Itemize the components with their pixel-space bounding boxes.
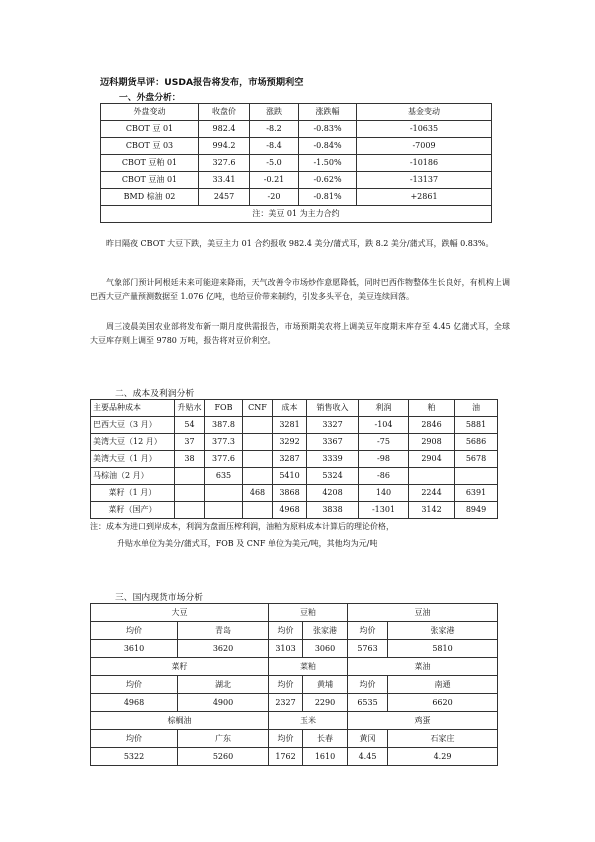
location-cell: 均价 — [348, 676, 388, 694]
table-cell: -0.84% — [299, 138, 357, 155]
table-cell: 33.41 — [199, 172, 250, 189]
table-row — [91, 434, 498, 451]
price-cell: 2290 — [303, 694, 348, 712]
table-cell: 5324 — [307, 468, 359, 485]
table-cell — [243, 468, 273, 485]
price-cell: 4.29 — [388, 748, 498, 766]
table-cell: 3327 — [307, 417, 359, 434]
table-cell: 377.6 — [205, 451, 243, 468]
table-cell: -75 — [359, 434, 409, 451]
table-cell: 2908 — [409, 434, 455, 451]
price-cell: 1762 — [269, 748, 303, 766]
location-cell: 黄冈 — [348, 730, 388, 748]
price-cell: 6620 — [388, 694, 498, 712]
product-name-cell: 玉米 — [269, 712, 348, 730]
location-cell: 广东 — [178, 730, 269, 748]
table-cell: -1301 — [359, 502, 409, 519]
cost-note-line-2: 升贴水单位为美分/蒲式耳，FOB 及 CNF 单位为美元/吨，其他均为元/吨 — [117, 539, 378, 548]
table-cell — [175, 485, 205, 502]
location-cell: 张家港 — [303, 622, 348, 640]
price-row — [91, 640, 498, 658]
table-row — [101, 189, 492, 206]
table-cell: 994.2 — [199, 138, 250, 155]
table-cell — [243, 451, 273, 468]
table-cell: 马棕油（2 月） — [91, 468, 175, 485]
table-cell: 3281 — [273, 417, 307, 434]
page-title: 迈科期货早评：USDA报告将发布，市场预期利空 — [100, 77, 304, 88]
product-name-row — [91, 712, 498, 730]
domestic-spot-table — [90, 603, 498, 766]
header-cell: 粕 — [409, 400, 455, 417]
header-cell: 升贴水 — [175, 400, 205, 417]
location-cell: 张家港 — [388, 622, 498, 640]
header-cell: CNF — [243, 400, 273, 417]
paragraph-2: 气象部门预计阿根廷未来可能迎来降雨，天气改善令市场炒作意愿降低，同时巴西作物整体生长良好，有机构上调巴西大豆产量预测数据至 1.076 亿吨，也给豆价带来制约，引发多头平仓，美豆连续回落。 — [90, 278, 510, 301]
table-cell: 982.4 — [199, 121, 250, 138]
table-row — [91, 485, 498, 502]
location-cell: 黄埔 — [303, 676, 348, 694]
table-cell — [205, 502, 243, 519]
table-cell: 4968 — [273, 502, 307, 519]
price-cell: 3610 — [91, 640, 178, 658]
table-row — [101, 121, 492, 138]
table-row — [91, 468, 498, 485]
table-cell: CBOT 豆 01 — [101, 121, 199, 138]
price-cell: 3103 — [269, 640, 303, 658]
header-cell: 基金变动 — [357, 104, 492, 121]
location-cell: 均价 — [269, 622, 303, 640]
table-cell — [409, 468, 455, 485]
location-row — [91, 622, 498, 640]
table-cell — [243, 417, 273, 434]
table-cell: -0.21 — [250, 172, 299, 189]
table-cell — [243, 434, 273, 451]
product-name-row — [91, 604, 498, 622]
product-name-cell: 菜油 — [348, 658, 498, 676]
header-cell: 涨跌幅 — [299, 104, 357, 121]
header-cell: 主要品种成本 — [91, 400, 175, 417]
price-row — [91, 748, 498, 766]
table-cell: 54 — [175, 417, 205, 434]
table-cell: 菜籽（国产） — [91, 502, 175, 519]
table-cell: 2904 — [409, 451, 455, 468]
price-cell: 4968 — [91, 694, 178, 712]
header-cell: FOB — [205, 400, 243, 417]
table-note-row — [101, 206, 492, 223]
table-header-row — [101, 104, 492, 121]
table-cell: CBOT 豆粕 01 — [101, 155, 199, 172]
cost-note-line-1: 注：成本为进口到岸成本，利润为盘面压榨利润，油粕为原料成本计算后的理论价格， — [90, 522, 394, 531]
price-row — [91, 694, 498, 712]
location-cell: 均价 — [91, 622, 178, 640]
section2-heading: 二、成本及利润分析 — [115, 389, 195, 399]
table-cell: 327.6 — [199, 155, 250, 172]
table-cell: 2244 — [409, 485, 455, 502]
table-cell: -86 — [359, 468, 409, 485]
table-cell: 5678 — [455, 451, 498, 468]
table-cell: -0.83% — [299, 121, 357, 138]
location-cell: 青岛 — [178, 622, 269, 640]
header-cell: 销售收入 — [307, 400, 359, 417]
location-cell: 石家庄 — [388, 730, 498, 748]
table-cell: 3287 — [273, 451, 307, 468]
price-cell: 5260 — [178, 748, 269, 766]
header-cell: 涨跌 — [250, 104, 299, 121]
table-row — [91, 502, 498, 519]
price-cell: 4900 — [178, 694, 269, 712]
table-cell: 468 — [243, 485, 273, 502]
location-row — [91, 730, 498, 748]
header-cell: 收盘价 — [199, 104, 250, 121]
price-cell: 3620 — [178, 640, 269, 658]
product-name-cell: 大豆 — [91, 604, 269, 622]
table-cell: -13137 — [357, 172, 492, 189]
price-cell: 4.45 — [348, 748, 388, 766]
table-cell: -104 — [359, 417, 409, 434]
location-cell: 均价 — [348, 622, 388, 640]
price-cell: 5322 — [91, 748, 178, 766]
paragraph-1: 昨日隔夜 CBOT 大豆下跌，美豆主力 01 合约报收 982.4 美分/蒲式耳，跌 8.2 美分/蒲式耳，跌幅 0.83%。 — [106, 239, 494, 248]
table-cell: 3868 — [273, 485, 307, 502]
product-name-cell: 豆油 — [348, 604, 498, 622]
product-name-cell: 鸡蛋 — [348, 712, 498, 730]
table-cell: CBOT 豆油 01 — [101, 172, 199, 189]
table-cell: -0.81% — [299, 189, 357, 206]
location-cell: 均价 — [269, 730, 303, 748]
table-cell: 3292 — [273, 434, 307, 451]
product-name-cell: 菜粕 — [269, 658, 348, 676]
table-cell — [205, 485, 243, 502]
table-cell: 3142 — [409, 502, 455, 519]
table-cell: 3838 — [307, 502, 359, 519]
product-name-cell: 棕榈油 — [91, 712, 269, 730]
location-cell: 均价 — [91, 730, 178, 748]
table-cell: -20 — [250, 189, 299, 206]
table-cell: 635 — [205, 468, 243, 485]
table-cell — [243, 502, 273, 519]
header-cell: 外盘变动 — [101, 104, 199, 121]
table-row — [101, 172, 492, 189]
table-cell: 140 — [359, 485, 409, 502]
table-cell: -0.62% — [299, 172, 357, 189]
table-cell — [175, 502, 205, 519]
price-cell: 5763 — [348, 640, 388, 658]
table-row — [91, 417, 498, 434]
table-cell: 巴西大豆（3 月） — [91, 417, 175, 434]
table-cell: 美湾大豆（12 月） — [91, 434, 175, 451]
table-cell: +2861 — [357, 189, 492, 206]
table-cell: 5881 — [455, 417, 498, 434]
location-cell: 南通 — [388, 676, 498, 694]
table-cell: 377.3 — [205, 434, 243, 451]
section3-heading: 三、国内现货市场分析 — [115, 593, 203, 603]
table-cell: BMD 棕油 02 — [101, 189, 199, 206]
table-header-row — [91, 400, 498, 417]
location-cell: 均价 — [91, 676, 178, 694]
header-cell: 油 — [455, 400, 498, 417]
table-row — [91, 451, 498, 468]
table-cell: 3367 — [307, 434, 359, 451]
header-cell: 成本 — [273, 400, 307, 417]
price-cell: 6535 — [348, 694, 388, 712]
table-cell: 美湾大豆（1 月） — [91, 451, 175, 468]
table-cell: 2846 — [409, 417, 455, 434]
table-cell: 8949 — [455, 502, 498, 519]
price-cell: 2327 — [269, 694, 303, 712]
table-cell: -10186 — [357, 155, 492, 172]
location-cell: 均价 — [269, 676, 303, 694]
foreign-market-table — [100, 103, 492, 223]
location-cell: 湖北 — [178, 676, 269, 694]
table-cell — [175, 468, 205, 485]
price-cell: 1610 — [303, 748, 348, 766]
table-cell: CBOT 豆 03 — [101, 138, 199, 155]
table-cell: -10635 — [357, 121, 492, 138]
price-cell: 3060 — [303, 640, 348, 658]
table-cell: 6391 — [455, 485, 498, 502]
table-note: 注：美豆 01 为主力合约 — [101, 206, 492, 223]
table-cell — [455, 468, 498, 485]
price-cell: 5810 — [388, 640, 498, 658]
table-cell: -1.50% — [299, 155, 357, 172]
table-cell: 3339 — [307, 451, 359, 468]
table-cell: -5.0 — [250, 155, 299, 172]
paragraph-3: 周三凌晨美国农业部将发布新一期月度供需报告，市场预期美农将上调美豆年度期末库存至 4.45 亿蒲式耳，全球大豆库存则上调至 9780 万吨，报告将对豆价利空。 — [90, 322, 510, 345]
table-row — [101, 155, 492, 172]
table-cell: -98 — [359, 451, 409, 468]
table-cell: 2457 — [199, 189, 250, 206]
table-cell: 37 — [175, 434, 205, 451]
section1-heading: 一、外盘分析： — [119, 93, 181, 103]
table-cell: 5410 — [273, 468, 307, 485]
table-cell: 4208 — [307, 485, 359, 502]
product-name-row — [91, 658, 498, 676]
location-row — [91, 676, 498, 694]
table-cell: 5686 — [455, 434, 498, 451]
location-cell: 长春 — [303, 730, 348, 748]
table-cell: 38 — [175, 451, 205, 468]
cost-profit-table — [90, 399, 498, 519]
table-row — [101, 138, 492, 155]
header-cell: 利润 — [359, 400, 409, 417]
product-name-cell: 菜籽 — [91, 658, 269, 676]
table-cell: -8.2 — [250, 121, 299, 138]
product-name-cell: 豆粕 — [269, 604, 348, 622]
table-cell: -8.4 — [250, 138, 299, 155]
table-cell: 菜籽（1 月） — [91, 485, 175, 502]
table-cell: -7009 — [357, 138, 492, 155]
table-cell: 387.8 — [205, 417, 243, 434]
